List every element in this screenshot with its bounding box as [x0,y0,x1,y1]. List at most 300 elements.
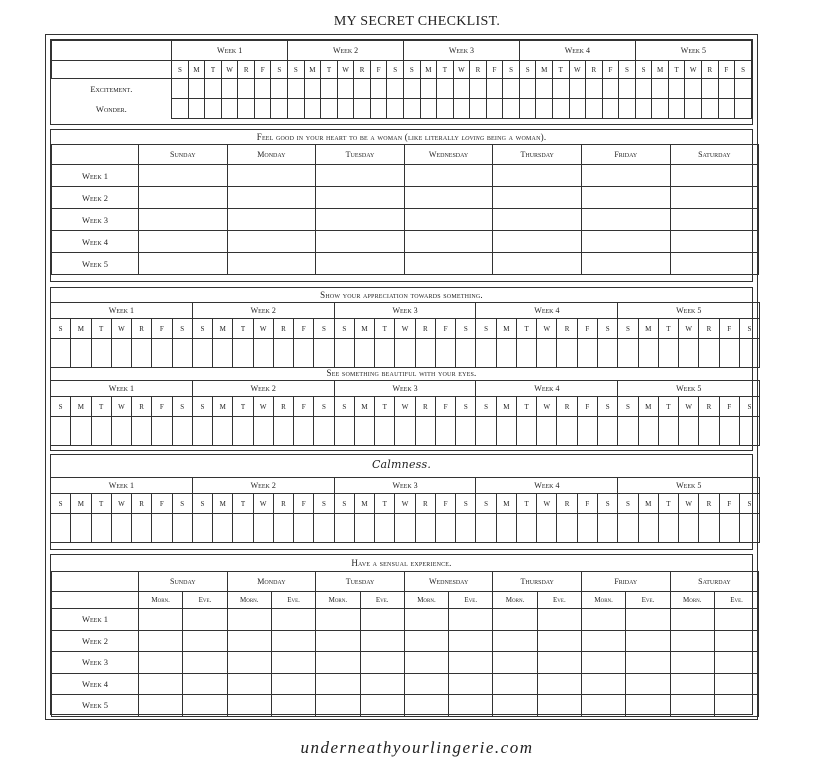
check-cell[interactable] [493,673,537,695]
check-cell[interactable] [493,609,537,631]
check-cell[interactable] [227,695,271,717]
check-cell[interactable] [213,514,233,543]
check-cell[interactable] [586,99,603,119]
check-cell[interactable] [618,514,638,543]
check-cell[interactable] [51,514,71,543]
check-cell[interactable] [415,417,435,446]
check-cell[interactable] [71,339,91,368]
check-cell[interactable] [626,695,670,717]
check-cell[interactable] [314,417,334,446]
check-cell[interactable] [437,79,454,99]
check-cell[interactable] [626,609,670,631]
check-cell[interactable] [658,339,678,368]
check-cell[interactable] [626,630,670,652]
check-cell[interactable] [387,79,404,99]
check-cell[interactable] [493,630,537,652]
check-cell[interactable] [581,165,670,187]
check-cell[interactable] [91,339,111,368]
check-cell[interactable] [702,99,719,119]
check-cell[interactable] [699,417,719,446]
check-cell[interactable] [316,652,360,674]
check-cell[interactable] [581,231,670,253]
check-cell[interactable] [294,339,314,368]
check-cell[interactable] [670,187,759,209]
check-cell[interactable] [735,99,752,119]
check-cell[interactable] [586,79,603,99]
check-cell[interactable] [360,673,404,695]
check-cell[interactable] [496,339,516,368]
day-header: Tuesday [316,145,405,165]
check-cell[interactable] [172,514,192,543]
check-cell[interactable] [679,514,699,543]
check-cell[interactable] [316,209,405,231]
check-cell[interactable] [453,99,470,119]
check-cell[interactable] [516,417,536,446]
check-cell[interactable] [227,209,316,231]
check-cell[interactable] [139,609,183,631]
check-cell[interactable] [271,652,315,674]
check-cell[interactable] [183,630,227,652]
check-cell[interactable] [71,514,91,543]
check-cell[interactable] [519,99,536,119]
check-cell[interactable] [183,695,227,717]
check-cell[interactable] [597,339,617,368]
check-cell[interactable] [294,514,314,543]
check-cell[interactable] [503,79,520,99]
check-cell[interactable] [536,99,553,119]
check-cell[interactable] [227,253,316,275]
check-cell[interactable] [360,609,404,631]
check-cell[interactable] [435,417,455,446]
check-cell[interactable] [582,695,626,717]
feel-good-table [51,144,759,275]
check-cell[interactable] [316,695,360,717]
check-cell[interactable] [582,630,626,652]
check-cell[interactable] [152,417,172,446]
check-cell[interactable] [668,99,685,119]
check-cell[interactable] [415,514,435,543]
check-cell[interactable] [582,609,626,631]
check-cell[interactable] [139,187,228,209]
check-cell[interactable] [735,79,752,99]
check-cell[interactable] [638,339,658,368]
check-cell[interactable] [553,99,570,119]
check-cell[interactable] [271,609,315,631]
day-letter: W [253,494,273,514]
check-cell[interactable] [453,79,470,99]
day-letter: S [172,397,192,417]
check-cell[interactable] [227,187,316,209]
check-cell[interactable] [288,79,305,99]
check-cell[interactable] [404,609,448,631]
check-cell[interactable] [354,79,371,99]
check-cell[interactable] [456,339,476,368]
check-cell[interactable] [271,673,315,695]
check-cell[interactable] [449,673,493,695]
check-cell[interactable] [213,339,233,368]
check-cell[interactable] [699,339,719,368]
check-cell[interactable] [316,630,360,652]
check-cell[interactable] [316,673,360,695]
check-cell[interactable] [183,673,227,695]
check-cell[interactable] [493,231,582,253]
check-cell[interactable] [581,253,670,275]
check-cell[interactable] [111,514,131,543]
check-cell[interactable] [496,417,516,446]
check-cell[interactable] [516,339,536,368]
check-cell[interactable] [395,417,415,446]
check-cell[interactable] [375,514,395,543]
check-cell[interactable] [288,99,305,119]
check-cell[interactable] [334,417,354,446]
check-cell[interactable] [658,417,678,446]
day-letter: M [71,494,91,514]
day-letter: F [294,494,314,514]
check-cell[interactable] [152,339,172,368]
check-cell[interactable] [404,209,493,231]
check-cell[interactable] [132,417,152,446]
check-cell[interactable] [404,99,421,119]
check-cell[interactable] [602,99,619,119]
check-cell[interactable] [476,339,496,368]
check-cell[interactable] [618,339,638,368]
check-cell[interactable] [304,79,321,99]
check-cell[interactable] [537,695,581,717]
check-cell[interactable] [404,253,493,275]
check-cell[interactable] [273,339,293,368]
check-cell[interactable] [139,630,183,652]
check-cell[interactable] [395,514,415,543]
check-cell[interactable] [227,630,271,652]
check-cell[interactable] [360,652,404,674]
check-cell[interactable] [139,253,228,275]
check-cell[interactable] [420,99,437,119]
check-cell[interactable] [321,79,338,99]
check-cell[interactable] [213,417,233,446]
check-cell[interactable] [456,514,476,543]
check-cell[interactable] [227,165,316,187]
check-cell[interactable] [493,165,582,187]
check-cell[interactable] [638,514,658,543]
check-cell[interactable] [635,99,652,119]
check-cell[interactable] [233,339,253,368]
check-cell[interactable] [739,417,759,446]
check-cell[interactable] [581,209,670,231]
check-cell[interactable] [719,514,739,543]
check-cell[interactable] [718,99,735,119]
check-cell[interactable] [404,231,493,253]
check-cell[interactable] [435,339,455,368]
check-cell[interactable] [91,417,111,446]
check-cell[interactable] [577,339,597,368]
check-cell[interactable] [337,79,354,99]
check-cell[interactable] [321,99,338,119]
check-cell[interactable] [699,514,719,543]
check-cell[interactable] [519,79,536,99]
check-cell[interactable] [670,673,714,695]
day-letter: R [415,494,435,514]
check-cell[interactable] [582,652,626,674]
check-cell[interactable] [537,673,581,695]
feel-good-heading: Feel good in your heart to be a woman (like literally loving being a woman). [256,132,547,142]
check-cell[interactable] [635,79,652,99]
check-cell[interactable] [183,652,227,674]
check-cell[interactable] [404,79,421,99]
check-cell[interactable] [536,79,553,99]
check-cell[interactable] [316,165,405,187]
check-cell[interactable] [221,79,238,99]
check-cell[interactable] [233,417,253,446]
check-cell[interactable] [437,99,454,119]
check-cell[interactable] [739,339,759,368]
check-cell[interactable] [537,417,557,446]
check-cell[interactable] [238,79,255,99]
check-cell[interactable] [51,339,71,368]
check-cell[interactable] [470,99,487,119]
check-cell[interactable] [404,673,448,695]
check-cell[interactable] [375,339,395,368]
check-cell[interactable] [188,79,205,99]
check-cell[interactable] [582,673,626,695]
check-cell[interactable] [205,99,222,119]
check-cell[interactable] [449,695,493,717]
check-cell[interactable] [183,609,227,631]
check-cell[interactable] [139,652,183,674]
check-cell[interactable] [316,609,360,631]
check-cell[interactable] [91,514,111,543]
check-cell[interactable] [354,417,374,446]
check-cell[interactable] [456,417,476,446]
check-cell[interactable] [227,231,316,253]
check-cell[interactable] [205,79,222,99]
check-cell[interactable] [537,339,557,368]
check-cell[interactable] [192,417,212,446]
check-cell[interactable] [271,695,315,717]
check-cell[interactable] [685,79,702,99]
check-cell[interactable] [557,417,577,446]
check-cell[interactable] [670,630,714,652]
check-cell[interactable] [152,514,172,543]
check-cell[interactable] [619,79,636,99]
week-header: Week 2 [192,381,334,397]
day-letter: S [619,61,636,79]
check-cell[interactable] [719,417,739,446]
check-cell[interactable] [569,79,586,99]
check-cell[interactable] [537,514,557,543]
check-cell[interactable] [111,417,131,446]
check-cell[interactable] [387,99,404,119]
check-cell[interactable] [685,99,702,119]
appreciation-heading: Show your appreciation towards something. [320,290,483,300]
check-cell[interactable] [360,630,404,652]
check-cell[interactable] [670,609,714,631]
check-cell[interactable] [172,339,192,368]
check-cell[interactable] [537,630,581,652]
check-cell[interactable] [577,514,597,543]
check-cell[interactable] [354,99,371,119]
check-cell[interactable] [188,99,205,119]
check-cell[interactable] [739,514,759,543]
check-cell[interactable] [172,99,189,119]
check-cell[interactable] [192,339,212,368]
check-cell[interactable] [652,99,669,119]
check-cell[interactable] [557,339,577,368]
check-cell[interactable] [254,99,271,119]
check-cell[interactable] [537,609,581,631]
check-cell[interactable] [670,695,714,717]
check-cell[interactable] [111,339,131,368]
check-cell[interactable] [476,514,496,543]
check-cell[interactable] [618,417,638,446]
day-letter: M [188,61,205,79]
check-cell[interactable] [719,339,739,368]
check-cell[interactable] [316,231,405,253]
day-letter: S [404,61,421,79]
check-cell[interactable] [354,339,374,368]
check-cell[interactable] [553,79,570,99]
check-cell[interactable] [370,79,387,99]
check-cell[interactable] [314,339,334,368]
check-cell[interactable] [486,99,503,119]
check-cell[interactable] [316,187,405,209]
check-cell[interactable] [227,652,271,674]
check-cell[interactable] [132,339,152,368]
check-cell[interactable] [670,231,759,253]
check-cell[interactable] [221,99,238,119]
check-cell[interactable] [718,79,735,99]
check-cell[interactable] [503,99,520,119]
check-cell[interactable] [370,99,387,119]
check-cell[interactable] [172,417,192,446]
check-cell[interactable] [415,339,435,368]
check-cell[interactable] [714,652,758,674]
check-cell[interactable] [557,514,577,543]
check-cell[interactable] [476,417,496,446]
check-cell[interactable] [233,514,253,543]
check-cell[interactable] [670,209,759,231]
check-cell[interactable] [273,514,293,543]
check-cell[interactable] [254,79,271,99]
check-cell[interactable] [404,165,493,187]
check-cell[interactable] [537,652,581,674]
check-cell[interactable] [316,253,405,275]
check-cell[interactable] [714,609,758,631]
check-cell[interactable] [619,99,636,119]
check-cell[interactable] [273,417,293,446]
check-cell[interactable] [139,695,183,717]
check-cell[interactable] [139,165,228,187]
check-cell[interactable] [51,417,71,446]
check-cell[interactable] [581,187,670,209]
day-header: Sunday [139,145,228,165]
check-cell[interactable] [670,253,759,275]
check-cell[interactable] [486,79,503,99]
check-cell[interactable] [253,417,273,446]
check-cell[interactable] [449,652,493,674]
check-cell[interactable] [253,339,273,368]
check-cell[interactable] [577,417,597,446]
check-cell[interactable] [139,231,228,253]
check-cell[interactable] [714,630,758,652]
check-cell[interactable] [314,514,334,543]
check-cell[interactable] [404,187,493,209]
check-cell[interactable] [638,417,658,446]
check-cell[interactable] [493,209,582,231]
check-cell[interactable] [404,630,448,652]
check-cell[interactable] [714,695,758,717]
check-cell[interactable] [360,695,404,717]
check-cell[interactable] [679,339,699,368]
check-cell[interactable] [253,514,273,543]
check-cell[interactable] [238,99,255,119]
check-cell[interactable] [714,673,758,695]
check-cell[interactable] [354,514,374,543]
check-cell[interactable] [702,79,719,99]
check-cell[interactable] [227,609,271,631]
day-letter: F [577,397,597,417]
check-cell[interactable] [668,79,685,99]
check-cell[interactable] [337,99,354,119]
check-cell[interactable] [597,514,617,543]
check-cell[interactable] [602,79,619,99]
day-letter: F [718,61,735,79]
check-cell[interactable] [334,339,354,368]
check-cell[interactable] [271,79,288,99]
check-cell[interactable] [304,99,321,119]
check-cell[interactable] [496,514,516,543]
day-letter: T [91,319,111,339]
check-cell[interactable] [404,695,448,717]
check-cell[interactable] [652,79,669,99]
check-cell[interactable] [192,514,212,543]
check-cell[interactable] [493,253,582,275]
check-cell[interactable] [670,165,759,187]
check-cell[interactable] [449,609,493,631]
check-cell[interactable] [435,514,455,543]
check-cell[interactable] [71,417,91,446]
check-cell[interactable] [626,673,670,695]
check-cell[interactable] [626,652,670,674]
check-cell[interactable] [470,79,487,99]
check-cell[interactable] [569,99,586,119]
check-cell[interactable] [493,652,537,674]
check-cell[interactable] [172,79,189,99]
check-cell[interactable] [294,417,314,446]
check-cell[interactable] [139,209,228,231]
check-cell[interactable] [597,417,617,446]
check-cell[interactable] [395,339,415,368]
check-cell[interactable] [420,79,437,99]
check-cell[interactable] [670,652,714,674]
check-cell[interactable] [375,417,395,446]
check-cell[interactable] [658,514,678,543]
day-letter: M [496,319,516,339]
check-cell[interactable] [271,630,315,652]
check-cell[interactable] [493,695,537,717]
check-cell[interactable] [493,187,582,209]
check-cell[interactable] [449,630,493,652]
day-letter: S [314,494,334,514]
check-cell[interactable] [404,652,448,674]
check-cell[interactable] [139,673,183,695]
check-cell[interactable] [679,417,699,446]
check-cell[interactable] [334,514,354,543]
check-cell[interactable] [516,514,536,543]
check-cell[interactable] [227,673,271,695]
check-cell[interactable] [271,99,288,119]
check-cell[interactable] [132,514,152,543]
morning-subheader: Morn. [139,592,183,609]
